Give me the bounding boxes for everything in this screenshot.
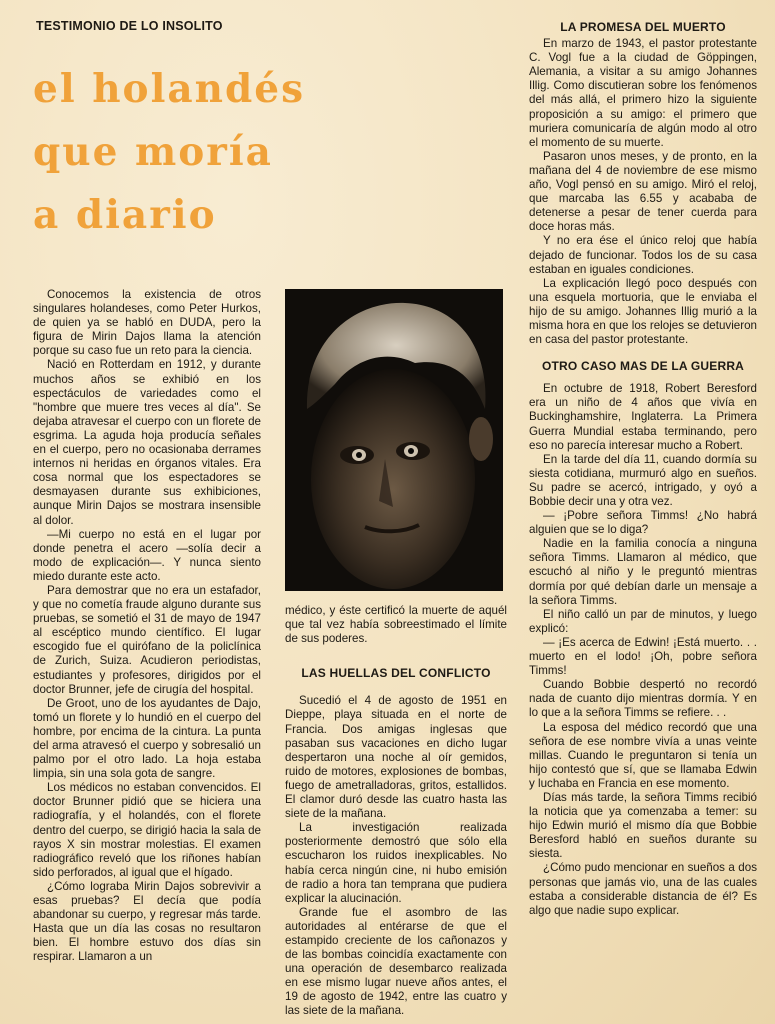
subhead-huellas: LAS HUELLAS DEL CONFLICTO xyxy=(301,666,491,681)
headline-line-2: que moría xyxy=(33,129,273,175)
column-2 xyxy=(285,604,507,1019)
headline-line-3: a diario xyxy=(33,192,217,238)
continuation-paragraph: médico, y éste certificó la muerte de aquél que tal vez había sobreestimado el límite de sus poderes. xyxy=(285,604,507,646)
paragraph: — ¡Es acerca de Edwin! ¡Está muerto. . . muerto en el lodo! ¡Oh, pobre señora Timms! xyxy=(529,635,757,678)
headline xyxy=(33,58,363,247)
paragraph: De Groot, uno de los ayudantes de Dajo, tomó un florete y lo hundió en el cuerpo del hombre, por encima de la cintura. La punta del arma atravesó el cuerpo y sobresalió un palmo por el otro lado. La hoja estaba limpia, sin una sola gota de sangre. xyxy=(33,696,261,781)
paragraph: Sucedió el 4 de agosto de 1951 en Dieppe, playa situada en el norte de Francia. Dos amigas inglesas que pasaban sus vacaciones en dicho lugar despertaron una noche al oír gemidos, ruido de motores, explosiones de bombas, fuego de ametralladoras, gritos, estallidos. El clamor duró desde las cuatro hasta las siete de la mañana. xyxy=(285,694,507,821)
subhead-otro-caso: OTRO CASO MAS DE LA GUERRA xyxy=(541,359,745,374)
paragraph: Los médicos no estaban convencidos. El doctor Brunner pidió que se hiciera una radiografía, y el holandés, con el florete dentro del cuerpo, se dirigió hacia la sala de rayos X sin mostrar molestias. El examen radiográfico reveló que los riñones habían sido perforados, al igual que el hígado. xyxy=(33,781,261,879)
paragraph: La investigación realizada posteriormente demostró que sólo ella escucharon los ruidos inexplicables. No había cerca ningún cine, ni hubo emisión de radio a hora tan temprana que pudiera explicar la alucinación. xyxy=(285,821,507,905)
paragraph: Grande fue el asombro de las autoridades al entérarse de que el estampido creciente de los cañonazos y de las bombas coincidía exactamente con una operación de desembarco realizada en ese mismo lugar nueve años antes, el 19 de agosto de 1942, entre las cuatro y las siete de la mañana. xyxy=(285,905,507,1018)
paragraph: La explicación llegó poco después con una esquela mortuoria, que le enviaba el hijo de su amigo. Johannes Illig murió a la misma hora en que los relojes se detuvieron en casa del pastor protestante. xyxy=(529,276,757,347)
paragraph: —Mi cuerpo no está en el lugar por donde penetra el acero —solía decir a modo de explicación—. Y nunca siento miedo durante este acto. xyxy=(33,527,261,583)
paragraph: Para demostrar que no era un estafador, y que no cometía fraude alguno durante sus pruebas, se sometió el 31 de mayo de 1947 al escéptico mundo científico. El lugar escogido fue el quirófano de la policlínica de Zurich, Suiza. Acudieron periodistas, estudiantes y profesores, dirigidos por el doctor Brunner, jefe de cirugía del hospital. xyxy=(33,583,261,696)
column-3 xyxy=(529,20,757,918)
paragraph: En marzo de 1943, el pastor protestante C. Vogl fue a la ciudad de Göppingen, Alemania, a visitar a su amigo Johannes Illig. Como discutieran sobre los fenómenos del más allá, el primero hizo la siguiente proposición a su amigo: el primero que muriera comunicaría de algún modo al otro el momento de su muerte. xyxy=(529,37,757,149)
paragraph: Cuando Bobbie despertó no recordó nada de cuanto dijo mientras dormía. Y en lo que a la señora Timms se refiere. . . xyxy=(529,678,757,720)
portrait-photo-icon xyxy=(285,289,503,591)
column-1 xyxy=(33,288,261,965)
paragraph: En octubre de 1918, Robert Beresford era un niño de 4 años que vivía en Buckinghamshire, Inglaterra. La Primera Guerra Mundial estaba terminando, pero eso no parecía interesar mucho a Robert. xyxy=(529,382,757,452)
paragraph: Nació en Rotterdam en 1912, y durante muchos años se exhibió en los espectáculos de variedades como el "hombre que muere tres veces al día". Se dejaba atravesar el cuerpo con un florete de esgrima. La aguda hoja producía señales en el cuerpo, pero no ocasionaba derrames internos ni heridas en órganos vitales. Era cosa normal que los espectadores se desmayasen durante sus exhibiciones, aunque Mirin Dajos se mostrara insensible al dolor. xyxy=(33,358,261,527)
paragraph: Y no era ése el único reloj que había dejado de funcionar. Todos los de su casa estaban en iguales condiciones. xyxy=(529,234,757,276)
paragraph: Días más tarde, la señora Timms recibió la noticia que ya comenzaba a temer: su hijo Edwin murió el mismo día que Bobbie Beresford habló en sueños durante su siesta. xyxy=(529,790,757,861)
paragraph: ¿Cómo pudo mencionar en sueños a dos personas que jamás vio, una de las cuales estaba a considerable distancia de él? Es algo que nadie supo explicar. xyxy=(529,861,757,917)
paragraph: En la tarde del día 11, cuando dormía su siesta cotidiana, murmuró algo en sueños. Su padre se acercó, intrigado, y oyó a Bobbie decir una y otra vez. xyxy=(529,452,757,508)
subhead-promesa: LA PROMESA DEL MUERTO xyxy=(560,20,726,34)
paragraph: Nadie en la familia conocía a ninguna señora Timms. Llamaron al médico, que escuchó al niño y le preguntó mientras dormía por qué debían darle un mensaje a la señora Timms. xyxy=(529,537,757,607)
paragraph: — ¡Pobre señora Timms! ¿No habrá alguien que se lo diga? xyxy=(529,509,757,537)
headline-line-1: el holandés xyxy=(33,66,306,112)
paragraph: La esposa del médico recordó que una señora de ese nombre vivía a unas veinte millas. Cuando le preguntaron si tenía un hijo contestó que sí, que se llamaba Edwin y luchaba en Francia en ese momento. xyxy=(529,720,757,790)
section-label: TESTIMONIO DE LO INSOLITO xyxy=(36,19,223,33)
paragraph: ¿Cómo lograba Mirin Dajos sobrevivir a esas pruebas? El decía que podía abandonar su cuerpo, y regresar más tarde. Hasta que un día las cosas no resultaron bien. El hombre estuvo dos días sin respirar. Llamaron a un xyxy=(33,879,261,964)
paragraph: Conocemos la existencia de otros singulares holandeses, como Peter Hurkos, de quien ya se habló en DUDA, pero la figura de Mirin Dajos llama la atención porque su caso fue un reto para la ciencia. xyxy=(33,288,261,358)
paragraph: El niño calló un par de minutos, y luego explicó: xyxy=(529,607,757,635)
portrait-photo-svg xyxy=(285,289,503,591)
paragraph: Pasaron unos meses, y de pronto, en la mañana del 4 de noviembre de ese mismo año, Vogl pensó en su amigo. Miró el reloj, que marcaba las 6.55 y acababa de detenerse a pesar de tener cuerda para doce horas más. xyxy=(529,149,757,234)
